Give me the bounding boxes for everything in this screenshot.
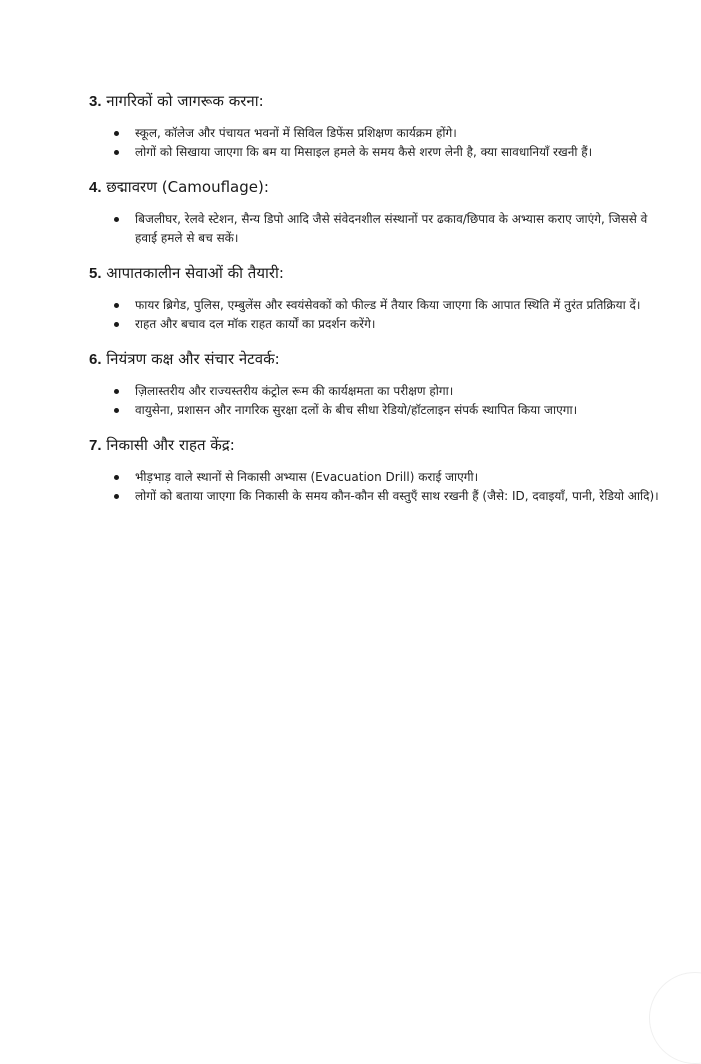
bullet-list [89,382,669,420]
section-emergency-services [89,262,669,334]
list-item [114,401,669,420]
bullet-list [89,124,669,162]
list-item [114,315,669,334]
section-number: 7. [89,437,102,454]
section-number: 4. [89,179,102,196]
bullet-icon [114,389,119,394]
list-item [114,143,669,162]
section-number: 5. [89,265,102,282]
list-item [114,382,669,401]
section-title: आपातकालीन सेवाओं की तैयारी: [106,264,284,282]
list-item-text: स्कूल, कॉलेज और पंचायत भवनों में सिविल डिफेंस प्रशिक्षण कार्यक्रम होंगे। [135,126,457,140]
list-item-text: लोगों को बताया जाएगा कि निकासी के समय कौन-कौन सी वस्तुएँ साथ रखनी हैं (जैसे: ID, दवाइयाँ, पानी, रेडियो आदि)। [135,489,659,503]
section-heading [89,348,669,371]
bullet-list [89,296,669,334]
page-corner-decoration [649,972,701,1064]
section-camouflage [89,176,669,248]
bullet-icon [114,131,119,136]
list-item [114,124,669,143]
document-content [89,90,669,520]
section-title: छद्मावरण (Camouflage): [106,178,269,196]
section-heading [89,176,669,199]
section-title: नागरिकों को जागरूक करना: [106,92,264,110]
list-item [114,210,669,248]
list-item-text: बिजलीघर, रेलवे स्टेशन, सैन्य डिपो आदि जैसे संवेदनशील संस्थानों पर ढकाव/छिपाव के अभ्यास कराए जाएंगे, जिससे वे हवाई हमले से बच सकें। [135,212,648,245]
bullet-icon [114,303,119,308]
list-item [114,468,669,487]
bullet-icon [114,150,119,155]
bullet-icon [114,408,119,413]
list-item-text: ज़िलास्तरीय और राज्यस्तरीय कंट्रोल रूम की कार्यक्षमता का परीक्षण होगा। [135,384,454,398]
list-item-text: फायर ब्रिगेड, पुलिस, एम्बुलेंस और स्वयंसेवकों को फील्ड में तैयार किया जाएगा कि आपात स्थिति में तुरंत प्रतिक्रिया दें। [135,298,641,312]
bullet-list [89,210,669,248]
section-heading [89,90,669,113]
section-awareness [89,90,669,162]
section-heading [89,262,669,285]
bullet-icon [114,217,119,222]
section-number: 6. [89,351,102,368]
section-control-room [89,348,669,420]
section-heading [89,434,669,457]
bullet-icon [114,475,119,480]
bullet-icon [114,322,119,327]
bullet-list [89,468,669,506]
section-title: नियंत्रण कक्ष और संचार नेटवर्क: [106,350,280,368]
list-item-text: लोगों को सिखाया जाएगा कि बम या मिसाइल हमले के समय कैसे शरण लेनी है, क्या सावधानियाँ रखनी हैं। [135,145,593,159]
list-item [114,487,669,506]
list-item-text: वायुसेना, प्रशासन और नागरिक सुरक्षा दलों के बीच सीधा रेडियो/हॉटलाइन संपर्क स्थापित किया जाएगा। [135,403,578,417]
list-item-text: भीड़भाड़ वाले स्थानों से निकासी अभ्यास (Evacuation Drill) कराई जाएगी। [135,470,479,484]
section-title: निकासी और राहत केंद्र: [106,436,235,454]
section-evacuation [89,434,669,506]
section-number: 3. [89,93,102,110]
list-item [114,296,669,315]
bullet-icon [114,494,119,499]
list-item-text: राहत और बचाव दल मॉक राहत कार्यों का प्रदर्शन करेंगे। [135,317,376,331]
